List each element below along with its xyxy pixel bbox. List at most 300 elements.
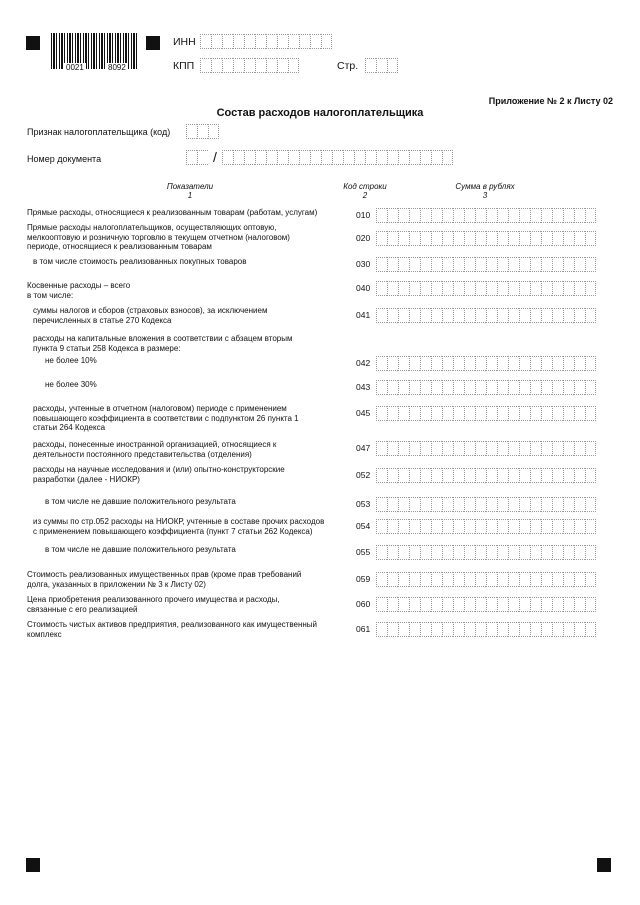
amount-digit-cell[interactable] [398, 406, 409, 421]
amount-digit-cell[interactable] [497, 380, 508, 395]
amount-digit-cell[interactable] [475, 545, 486, 560]
amount-digit-cell[interactable] [387, 572, 398, 587]
amount-digit-cell[interactable] [420, 231, 431, 246]
amount-digit-cell[interactable] [563, 208, 574, 223]
amount-digit-cell[interactable] [585, 545, 596, 560]
amount-digit-cell[interactable] [508, 308, 519, 323]
amount-digit-cell[interactable] [530, 380, 541, 395]
amount-digit-cell[interactable] [563, 356, 574, 371]
amount-digit-cell[interactable] [464, 545, 475, 560]
page-number-field[interactable] [365, 58, 398, 75]
amount-digit-cell[interactable] [442, 257, 453, 272]
amount-digit-cell[interactable] [409, 406, 420, 421]
amount-digit-cell[interactable] [574, 231, 585, 246]
amount-digit-cell[interactable] [409, 597, 420, 612]
amount-digit-cell[interactable] [387, 519, 398, 534]
amount-digit-cell[interactable] [552, 406, 563, 421]
amount-digit-cell[interactable] [387, 622, 398, 637]
amount-digit-cell[interactable] [486, 356, 497, 371]
amount-digit-cell[interactable] [464, 380, 475, 395]
amount-digit-cell[interactable] [453, 441, 464, 456]
amount-digit-cell[interactable] [420, 308, 431, 323]
amount-digit-cell[interactable] [541, 572, 552, 587]
amount-digit-cell[interactable] [508, 208, 519, 223]
amount-digit-cell[interactable] [475, 572, 486, 587]
amount-input[interactable] [376, 257, 596, 274]
amount-digit-cell[interactable] [387, 281, 398, 296]
amount-digit-cell[interactable] [497, 497, 508, 512]
amount-digit-cell[interactable] [453, 622, 464, 637]
amount-digit-cell[interactable] [563, 497, 574, 512]
amount-digit-cell[interactable] [530, 519, 541, 534]
amount-digit-cell[interactable] [376, 406, 387, 421]
amount-digit-cell[interactable] [442, 519, 453, 534]
amount-digit-cell[interactable] [398, 257, 409, 272]
amount-digit-cell[interactable] [442, 380, 453, 395]
amount-digit-cell[interactable] [541, 208, 552, 223]
amount-digit-cell[interactable] [475, 231, 486, 246]
amount-digit-cell[interactable] [431, 597, 442, 612]
amount-digit-cell[interactable] [508, 597, 519, 612]
amount-digit-cell[interactable] [464, 497, 475, 512]
amount-digit-cell[interactable] [409, 441, 420, 456]
amount-input[interactable] [376, 622, 596, 639]
amount-digit-cell[interactable] [585, 380, 596, 395]
amount-digit-cell[interactable] [541, 231, 552, 246]
amount-digit-cell[interactable] [420, 281, 431, 296]
amount-digit-cell[interactable] [541, 441, 552, 456]
amount-digit-cell[interactable] [497, 406, 508, 421]
amount-digit-cell[interactable] [475, 308, 486, 323]
amount-digit-cell[interactable] [563, 597, 574, 612]
amount-digit-cell[interactable] [442, 356, 453, 371]
amount-digit-cell[interactable] [563, 231, 574, 246]
amount-digit-cell[interactable] [464, 622, 475, 637]
amount-digit-cell[interactable] [563, 281, 574, 296]
amount-digit-cell[interactable] [398, 545, 409, 560]
amount-digit-cell[interactable] [475, 441, 486, 456]
amount-digit-cell[interactable] [552, 308, 563, 323]
amount-digit-cell[interactable] [519, 257, 530, 272]
amount-digit-cell[interactable] [431, 441, 442, 456]
amount-digit-cell[interactable] [431, 356, 442, 371]
amount-digit-cell[interactable] [398, 597, 409, 612]
amount-digit-cell[interactable] [519, 308, 530, 323]
amount-digit-cell[interactable] [376, 468, 387, 483]
amount-digit-cell[interactable] [453, 356, 464, 371]
amount-digit-cell[interactable] [519, 380, 530, 395]
amount-digit-cell[interactable] [508, 281, 519, 296]
amount-digit-cell[interactable] [464, 281, 475, 296]
document-number-field[interactable] [186, 150, 453, 167]
amount-digit-cell[interactable] [376, 356, 387, 371]
amount-digit-cell[interactable] [475, 380, 486, 395]
amount-digit-cell[interactable] [508, 441, 519, 456]
amount-digit-cell[interactable] [585, 572, 596, 587]
amount-digit-cell[interactable] [574, 545, 585, 560]
amount-digit-cell[interactable] [552, 497, 563, 512]
amount-digit-cell[interactable] [431, 572, 442, 587]
amount-digit-cell[interactable] [530, 622, 541, 637]
amount-digit-cell[interactable] [541, 597, 552, 612]
amount-digit-cell[interactable] [464, 406, 475, 421]
amount-digit-cell[interactable] [552, 468, 563, 483]
amount-digit-cell[interactable] [420, 545, 431, 560]
amount-digit-cell[interactable] [563, 468, 574, 483]
amount-digit-cell[interactable] [409, 356, 420, 371]
amount-digit-cell[interactable] [585, 441, 596, 456]
amount-digit-cell[interactable] [475, 519, 486, 534]
amount-digit-cell[interactable] [398, 380, 409, 395]
amount-input[interactable] [376, 406, 596, 423]
amount-digit-cell[interactable] [431, 308, 442, 323]
amount-digit-cell[interactable] [486, 519, 497, 534]
amount-digit-cell[interactable] [497, 441, 508, 456]
amount-digit-cell[interactable] [585, 519, 596, 534]
amount-digit-cell[interactable] [519, 497, 530, 512]
amount-digit-cell[interactable] [475, 497, 486, 512]
amount-digit-cell[interactable] [552, 281, 563, 296]
amount-digit-cell[interactable] [585, 208, 596, 223]
amount-digit-cell[interactable] [530, 545, 541, 560]
amount-digit-cell[interactable] [431, 257, 442, 272]
amount-digit-cell[interactable] [585, 356, 596, 371]
amount-digit-cell[interactable] [453, 519, 464, 534]
amount-digit-cell[interactable] [409, 572, 420, 587]
amount-digit-cell[interactable] [453, 257, 464, 272]
amount-digit-cell[interactable] [387, 380, 398, 395]
amount-input[interactable] [376, 597, 596, 614]
amount-input[interactable] [376, 380, 596, 397]
amount-digit-cell[interactable] [574, 622, 585, 637]
amount-digit-cell[interactable] [453, 572, 464, 587]
amount-digit-cell[interactable] [409, 208, 420, 223]
amount-digit-cell[interactable] [464, 257, 475, 272]
amount-input[interactable] [376, 308, 596, 325]
amount-digit-cell[interactable] [508, 406, 519, 421]
amount-digit-cell[interactable] [574, 281, 585, 296]
amount-digit-cell[interactable] [420, 468, 431, 483]
amount-digit-cell[interactable] [409, 308, 420, 323]
amount-digit-cell[interactable] [530, 281, 541, 296]
amount-digit-cell[interactable] [431, 231, 442, 246]
amount-digit-cell[interactable] [541, 622, 552, 637]
amount-digit-cell[interactable] [519, 406, 530, 421]
amount-digit-cell[interactable] [497, 356, 508, 371]
amount-digit-cell[interactable] [409, 497, 420, 512]
amount-digit-cell[interactable] [541, 308, 552, 323]
amount-digit-cell[interactable] [420, 622, 431, 637]
amount-digit-cell[interactable] [486, 441, 497, 456]
amount-digit-cell[interactable] [409, 468, 420, 483]
amount-input[interactable] [376, 356, 596, 373]
amount-digit-cell[interactable] [431, 622, 442, 637]
amount-digit-cell[interactable] [398, 519, 409, 534]
amount-digit-cell[interactable] [387, 356, 398, 371]
amount-digit-cell[interactable] [464, 308, 475, 323]
amount-digit-cell[interactable] [574, 380, 585, 395]
amount-digit-cell[interactable] [409, 545, 420, 560]
amount-digit-cell[interactable] [497, 468, 508, 483]
amount-digit-cell[interactable] [585, 406, 596, 421]
amount-digit-cell[interactable] [519, 356, 530, 371]
amount-digit-cell[interactable] [530, 257, 541, 272]
amount-digit-cell[interactable] [519, 281, 530, 296]
amount-digit-cell[interactable] [376, 308, 387, 323]
amount-digit-cell[interactable] [431, 545, 442, 560]
amount-digit-cell[interactable] [376, 281, 387, 296]
amount-digit-cell[interactable] [552, 519, 563, 534]
amount-input[interactable] [376, 572, 596, 589]
amount-digit-cell[interactable] [563, 406, 574, 421]
amount-digit-cell[interactable] [563, 519, 574, 534]
amount-digit-cell[interactable] [420, 597, 431, 612]
amount-digit-cell[interactable] [530, 308, 541, 323]
amount-digit-cell[interactable] [486, 308, 497, 323]
amount-digit-cell[interactable] [420, 441, 431, 456]
amount-digit-cell[interactable] [464, 231, 475, 246]
amount-digit-cell[interactable] [442, 281, 453, 296]
amount-digit-cell[interactable] [541, 356, 552, 371]
amount-digit-cell[interactable] [475, 281, 486, 296]
amount-digit-cell[interactable] [497, 231, 508, 246]
amount-digit-cell[interactable] [376, 545, 387, 560]
amount-digit-cell[interactable] [497, 519, 508, 534]
amount-digit-cell[interactable] [453, 497, 464, 512]
amount-input[interactable] [376, 545, 596, 562]
amount-digit-cell[interactable] [552, 597, 563, 612]
amount-digit-cell[interactable] [398, 231, 409, 246]
amount-digit-cell[interactable] [431, 281, 442, 296]
amount-digit-cell[interactable] [497, 308, 508, 323]
amount-digit-cell[interactable] [519, 519, 530, 534]
amount-input[interactable] [376, 468, 596, 485]
amount-digit-cell[interactable] [387, 441, 398, 456]
amount-digit-cell[interactable] [552, 572, 563, 587]
kpp-field[interactable] [200, 58, 299, 75]
amount-digit-cell[interactable] [508, 622, 519, 637]
amount-digit-cell[interactable] [563, 380, 574, 395]
amount-digit-cell[interactable] [442, 231, 453, 246]
amount-digit-cell[interactable] [497, 257, 508, 272]
amount-digit-cell[interactable] [519, 468, 530, 483]
amount-digit-cell[interactable] [574, 441, 585, 456]
amount-digit-cell[interactable] [486, 468, 497, 483]
amount-digit-cell[interactable] [431, 208, 442, 223]
amount-digit-cell[interactable] [398, 308, 409, 323]
amount-digit-cell[interactable] [420, 356, 431, 371]
amount-digit-cell[interactable] [486, 281, 497, 296]
amount-digit-cell[interactable] [519, 231, 530, 246]
amount-digit-cell[interactable] [376, 572, 387, 587]
amount-input[interactable] [376, 519, 596, 536]
amount-digit-cell[interactable] [453, 231, 464, 246]
amount-digit-cell[interactable] [453, 545, 464, 560]
amount-digit-cell[interactable] [442, 545, 453, 560]
amount-digit-cell[interactable] [376, 519, 387, 534]
amount-digit-cell[interactable] [574, 308, 585, 323]
amount-digit-cell[interactable] [497, 622, 508, 637]
amount-digit-cell[interactable] [387, 597, 398, 612]
amount-digit-cell[interactable] [464, 468, 475, 483]
amount-digit-cell[interactable] [475, 406, 486, 421]
amount-digit-cell[interactable] [574, 406, 585, 421]
amount-digit-cell[interactable] [475, 257, 486, 272]
amount-digit-cell[interactable] [453, 597, 464, 612]
amount-digit-cell[interactable] [398, 468, 409, 483]
amount-digit-cell[interactable] [486, 572, 497, 587]
amount-digit-cell[interactable] [585, 231, 596, 246]
amount-digit-cell[interactable] [541, 468, 552, 483]
amount-digit-cell[interactable] [464, 597, 475, 612]
amount-digit-cell[interactable] [442, 208, 453, 223]
amount-digit-cell[interactable] [574, 468, 585, 483]
amount-digit-cell[interactable] [409, 281, 420, 296]
amount-digit-cell[interactable] [431, 468, 442, 483]
amount-digit-cell[interactable] [530, 441, 541, 456]
amount-digit-cell[interactable] [563, 572, 574, 587]
amount-digit-cell[interactable] [453, 406, 464, 421]
amount-digit-cell[interactable] [398, 356, 409, 371]
amount-input[interactable] [376, 208, 596, 225]
amount-digit-cell[interactable] [541, 257, 552, 272]
amount-digit-cell[interactable] [508, 545, 519, 560]
amount-digit-cell[interactable] [475, 597, 486, 612]
amount-digit-cell[interactable] [552, 622, 563, 637]
amount-digit-cell[interactable] [442, 597, 453, 612]
amount-input[interactable] [376, 441, 596, 458]
amount-digit-cell[interactable] [574, 356, 585, 371]
amount-digit-cell[interactable] [585, 308, 596, 323]
amount-digit-cell[interactable] [376, 597, 387, 612]
amount-digit-cell[interactable] [409, 231, 420, 246]
amount-digit-cell[interactable] [464, 441, 475, 456]
amount-digit-cell[interactable] [497, 597, 508, 612]
amount-digit-cell[interactable] [442, 622, 453, 637]
amount-digit-cell[interactable] [585, 468, 596, 483]
amount-digit-cell[interactable] [552, 208, 563, 223]
amount-digit-cell[interactable] [530, 468, 541, 483]
amount-digit-cell[interactable] [376, 441, 387, 456]
amount-digit-cell[interactable] [420, 497, 431, 512]
amount-input[interactable] [376, 231, 596, 248]
amount-digit-cell[interactable] [530, 572, 541, 587]
amount-digit-cell[interactable] [486, 231, 497, 246]
amount-digit-cell[interactable] [552, 380, 563, 395]
amount-digit-cell[interactable] [409, 380, 420, 395]
amount-digit-cell[interactable] [486, 208, 497, 223]
amount-digit-cell[interactable] [387, 231, 398, 246]
amount-digit-cell[interactable] [530, 597, 541, 612]
amount-digit-cell[interactable] [563, 545, 574, 560]
amount-input[interactable] [376, 281, 596, 298]
amount-digit-cell[interactable] [552, 231, 563, 246]
amount-digit-cell[interactable] [387, 497, 398, 512]
amount-digit-cell[interactable] [585, 597, 596, 612]
amount-digit-cell[interactable] [453, 380, 464, 395]
amount-digit-cell[interactable] [442, 572, 453, 587]
amount-digit-cell[interactable] [497, 208, 508, 223]
amount-digit-cell[interactable] [387, 468, 398, 483]
amount-digit-cell[interactable] [464, 519, 475, 534]
amount-digit-cell[interactable] [376, 208, 387, 223]
amount-digit-cell[interactable] [376, 257, 387, 272]
amount-digit-cell[interactable] [508, 356, 519, 371]
amount-digit-cell[interactable] [409, 622, 420, 637]
amount-digit-cell[interactable] [431, 519, 442, 534]
amount-digit-cell[interactable] [376, 231, 387, 246]
amount-digit-cell[interactable] [574, 572, 585, 587]
amount-digit-cell[interactable] [431, 380, 442, 395]
amount-digit-cell[interactable] [497, 281, 508, 296]
amount-digit-cell[interactable] [574, 519, 585, 534]
amount-digit-cell[interactable] [409, 257, 420, 272]
amount-digit-cell[interactable] [541, 380, 552, 395]
amount-digit-cell[interactable] [442, 441, 453, 456]
amount-digit-cell[interactable] [519, 545, 530, 560]
amount-digit-cell[interactable] [519, 441, 530, 456]
amount-digit-cell[interactable] [420, 380, 431, 395]
amount-digit-cell[interactable] [387, 257, 398, 272]
amount-digit-cell[interactable] [508, 572, 519, 587]
amount-digit-cell[interactable] [486, 406, 497, 421]
amount-digit-cell[interactable] [398, 572, 409, 587]
amount-digit-cell[interactable] [530, 208, 541, 223]
amount-digit-cell[interactable] [475, 622, 486, 637]
amount-digit-cell[interactable] [387, 308, 398, 323]
inn-field[interactable] [200, 34, 332, 51]
amount-digit-cell[interactable] [442, 468, 453, 483]
amount-digit-cell[interactable] [574, 257, 585, 272]
amount-digit-cell[interactable] [431, 497, 442, 512]
amount-digit-cell[interactable] [475, 356, 486, 371]
amount-digit-cell[interactable] [585, 497, 596, 512]
amount-digit-cell[interactable] [387, 545, 398, 560]
amount-digit-cell[interactable] [486, 622, 497, 637]
amount-digit-cell[interactable] [486, 380, 497, 395]
amount-digit-cell[interactable] [420, 572, 431, 587]
amount-digit-cell[interactable] [420, 519, 431, 534]
amount-digit-cell[interactable] [486, 545, 497, 560]
amount-digit-cell[interactable] [552, 545, 563, 560]
amount-digit-cell[interactable] [508, 497, 519, 512]
amount-digit-cell[interactable] [486, 257, 497, 272]
amount-digit-cell[interactable] [464, 356, 475, 371]
amount-digit-cell[interactable] [508, 468, 519, 483]
amount-digit-cell[interactable] [398, 441, 409, 456]
amount-digit-cell[interactable] [541, 406, 552, 421]
amount-digit-cell[interactable] [497, 572, 508, 587]
amount-digit-cell[interactable] [541, 519, 552, 534]
amount-digit-cell[interactable] [508, 257, 519, 272]
amount-digit-cell[interactable] [541, 545, 552, 560]
amount-digit-cell[interactable] [464, 208, 475, 223]
amount-digit-cell[interactable] [398, 208, 409, 223]
amount-digit-cell[interactable] [563, 308, 574, 323]
amount-digit-cell[interactable] [563, 441, 574, 456]
amount-digit-cell[interactable] [508, 519, 519, 534]
amount-digit-cell[interactable] [563, 257, 574, 272]
amount-digit-cell[interactable] [453, 281, 464, 296]
amount-digit-cell[interactable] [376, 380, 387, 395]
amount-digit-cell[interactable] [453, 308, 464, 323]
amount-digit-cell[interactable] [464, 572, 475, 587]
amount-digit-cell[interactable] [519, 597, 530, 612]
amount-digit-cell[interactable] [387, 208, 398, 223]
amount-digit-cell[interactable] [497, 545, 508, 560]
amount-digit-cell[interactable] [453, 468, 464, 483]
amount-digit-cell[interactable] [431, 406, 442, 421]
